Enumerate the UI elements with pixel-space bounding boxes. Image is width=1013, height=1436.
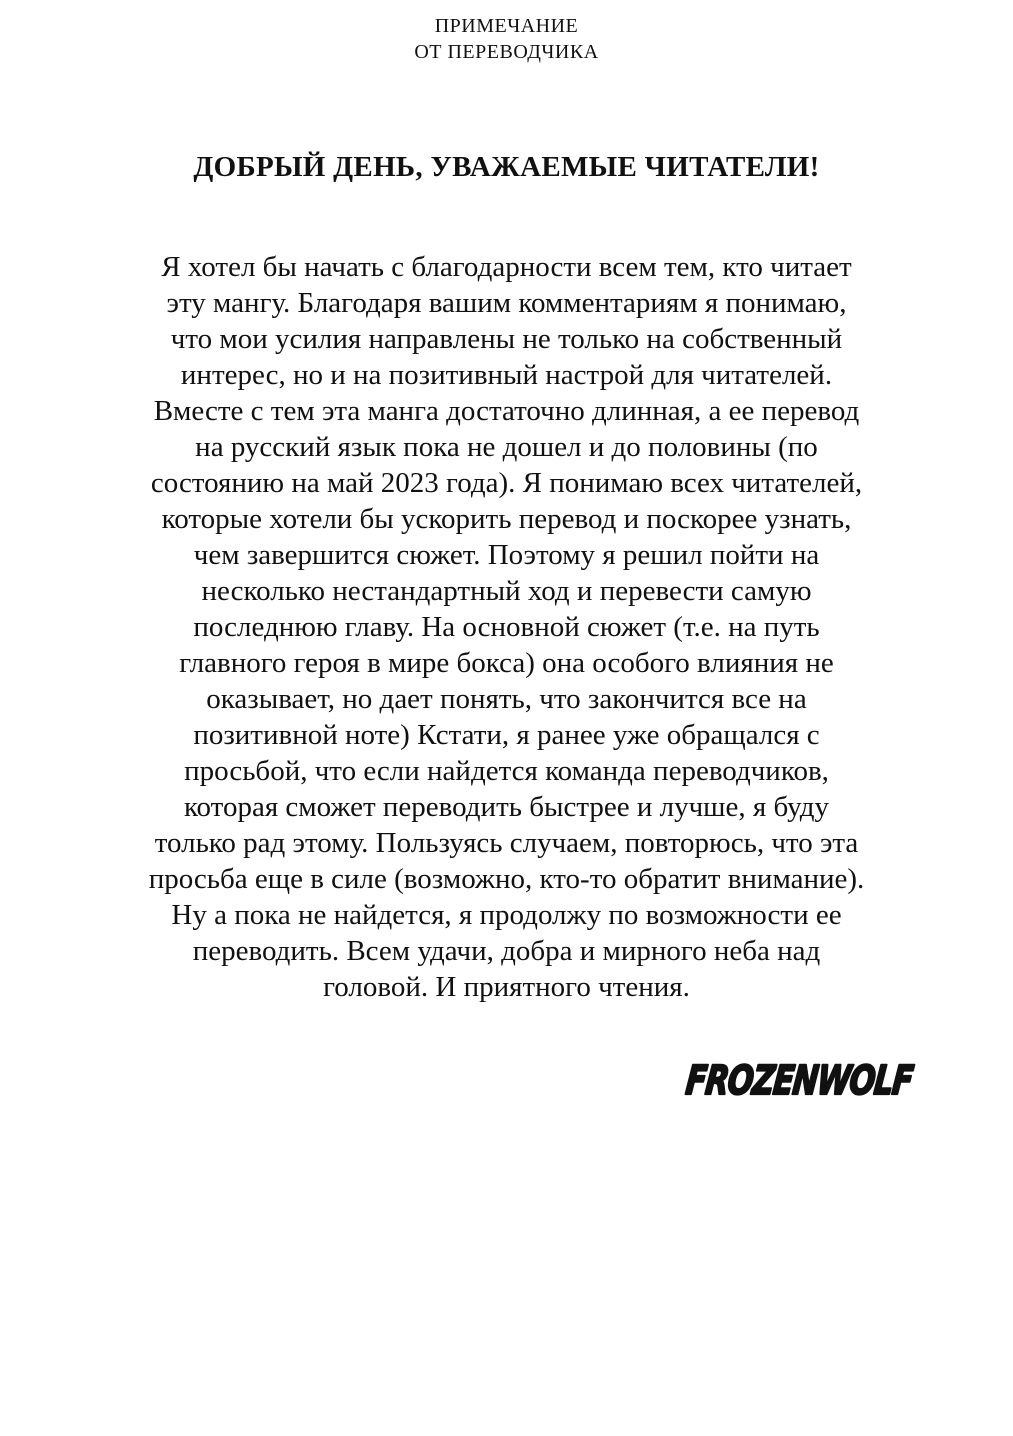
message-body <box>60 249 953 1005</box>
signature-logo <box>683 1044 987 1108</box>
note-label-line-2: ОТ ПЕРЕВОДЧИКА <box>414 41 599 63</box>
note-label <box>0 13 1013 65</box>
message-line: на русский язык пока не дошел и до половины (по <box>195 431 818 463</box>
message-line: чем завершится сюжет. Поэтому я решил пойти на <box>193 539 820 571</box>
message-line: которые хотели бы ускорить перевод и поскорее узнать, <box>161 503 852 535</box>
message-line: оказывает, но дает понять, что закончится все на <box>206 683 807 715</box>
message-line: последнюю главу. На основной сюжет (т.е. на путь <box>193 611 820 643</box>
message-line: эту мангу. Благодаря вашим комментариям я понимаю, <box>166 287 847 319</box>
greeting-heading: ДОБРЫЙ ДЕНЬ, УВАЖАЕМЫЕ ЧИТАТЕЛИ! <box>193 151 820 183</box>
message-line: только рад этому. Пользуясь случаем, повторюсь, что эта <box>154 827 859 859</box>
message-line: интерес, но и на позитивный настрой для читателей. <box>180 359 833 391</box>
message-line: что мои усилия направлены не только на собственный <box>170 323 843 355</box>
message-line: головой. И приятного чтения. <box>323 971 690 1003</box>
message-line: Ну а пока не найдется, я продолжу по возможности ее <box>171 899 842 931</box>
message-line: которая сможет переводить быстрее и лучше, я буду <box>183 791 830 823</box>
message-line: просьба еще в силе (возможно, кто-то обратит внимание). <box>148 863 865 895</box>
message-line: состоянию на май 2023 года). Я понимаю всех читателей, <box>150 467 863 499</box>
message-line: переводить. Всем удачи, добра и мирного неба над <box>192 935 821 967</box>
message-line: главного героя в мире бокса) она особого влияния не <box>179 647 834 679</box>
message-line: Я хотел бы начать с благодарности всем тем, кто читает <box>161 251 852 283</box>
message-line: несколько нестандартный ход и перевести самую <box>201 575 812 607</box>
message-line: просьбой, что если найдется команда переводчиков, <box>184 755 829 787</box>
message-line: позитивной ноте) Кстати, я ранее уже обращался с <box>193 719 820 751</box>
note-label-line-1: ПРИМЕЧАНИЕ <box>434 15 579 37</box>
signature-text: FROZENWOLF <box>683 1058 987 1104</box>
message-line: Вместе с тем эта манга достаточно длинная, а ее перевод <box>153 395 860 427</box>
